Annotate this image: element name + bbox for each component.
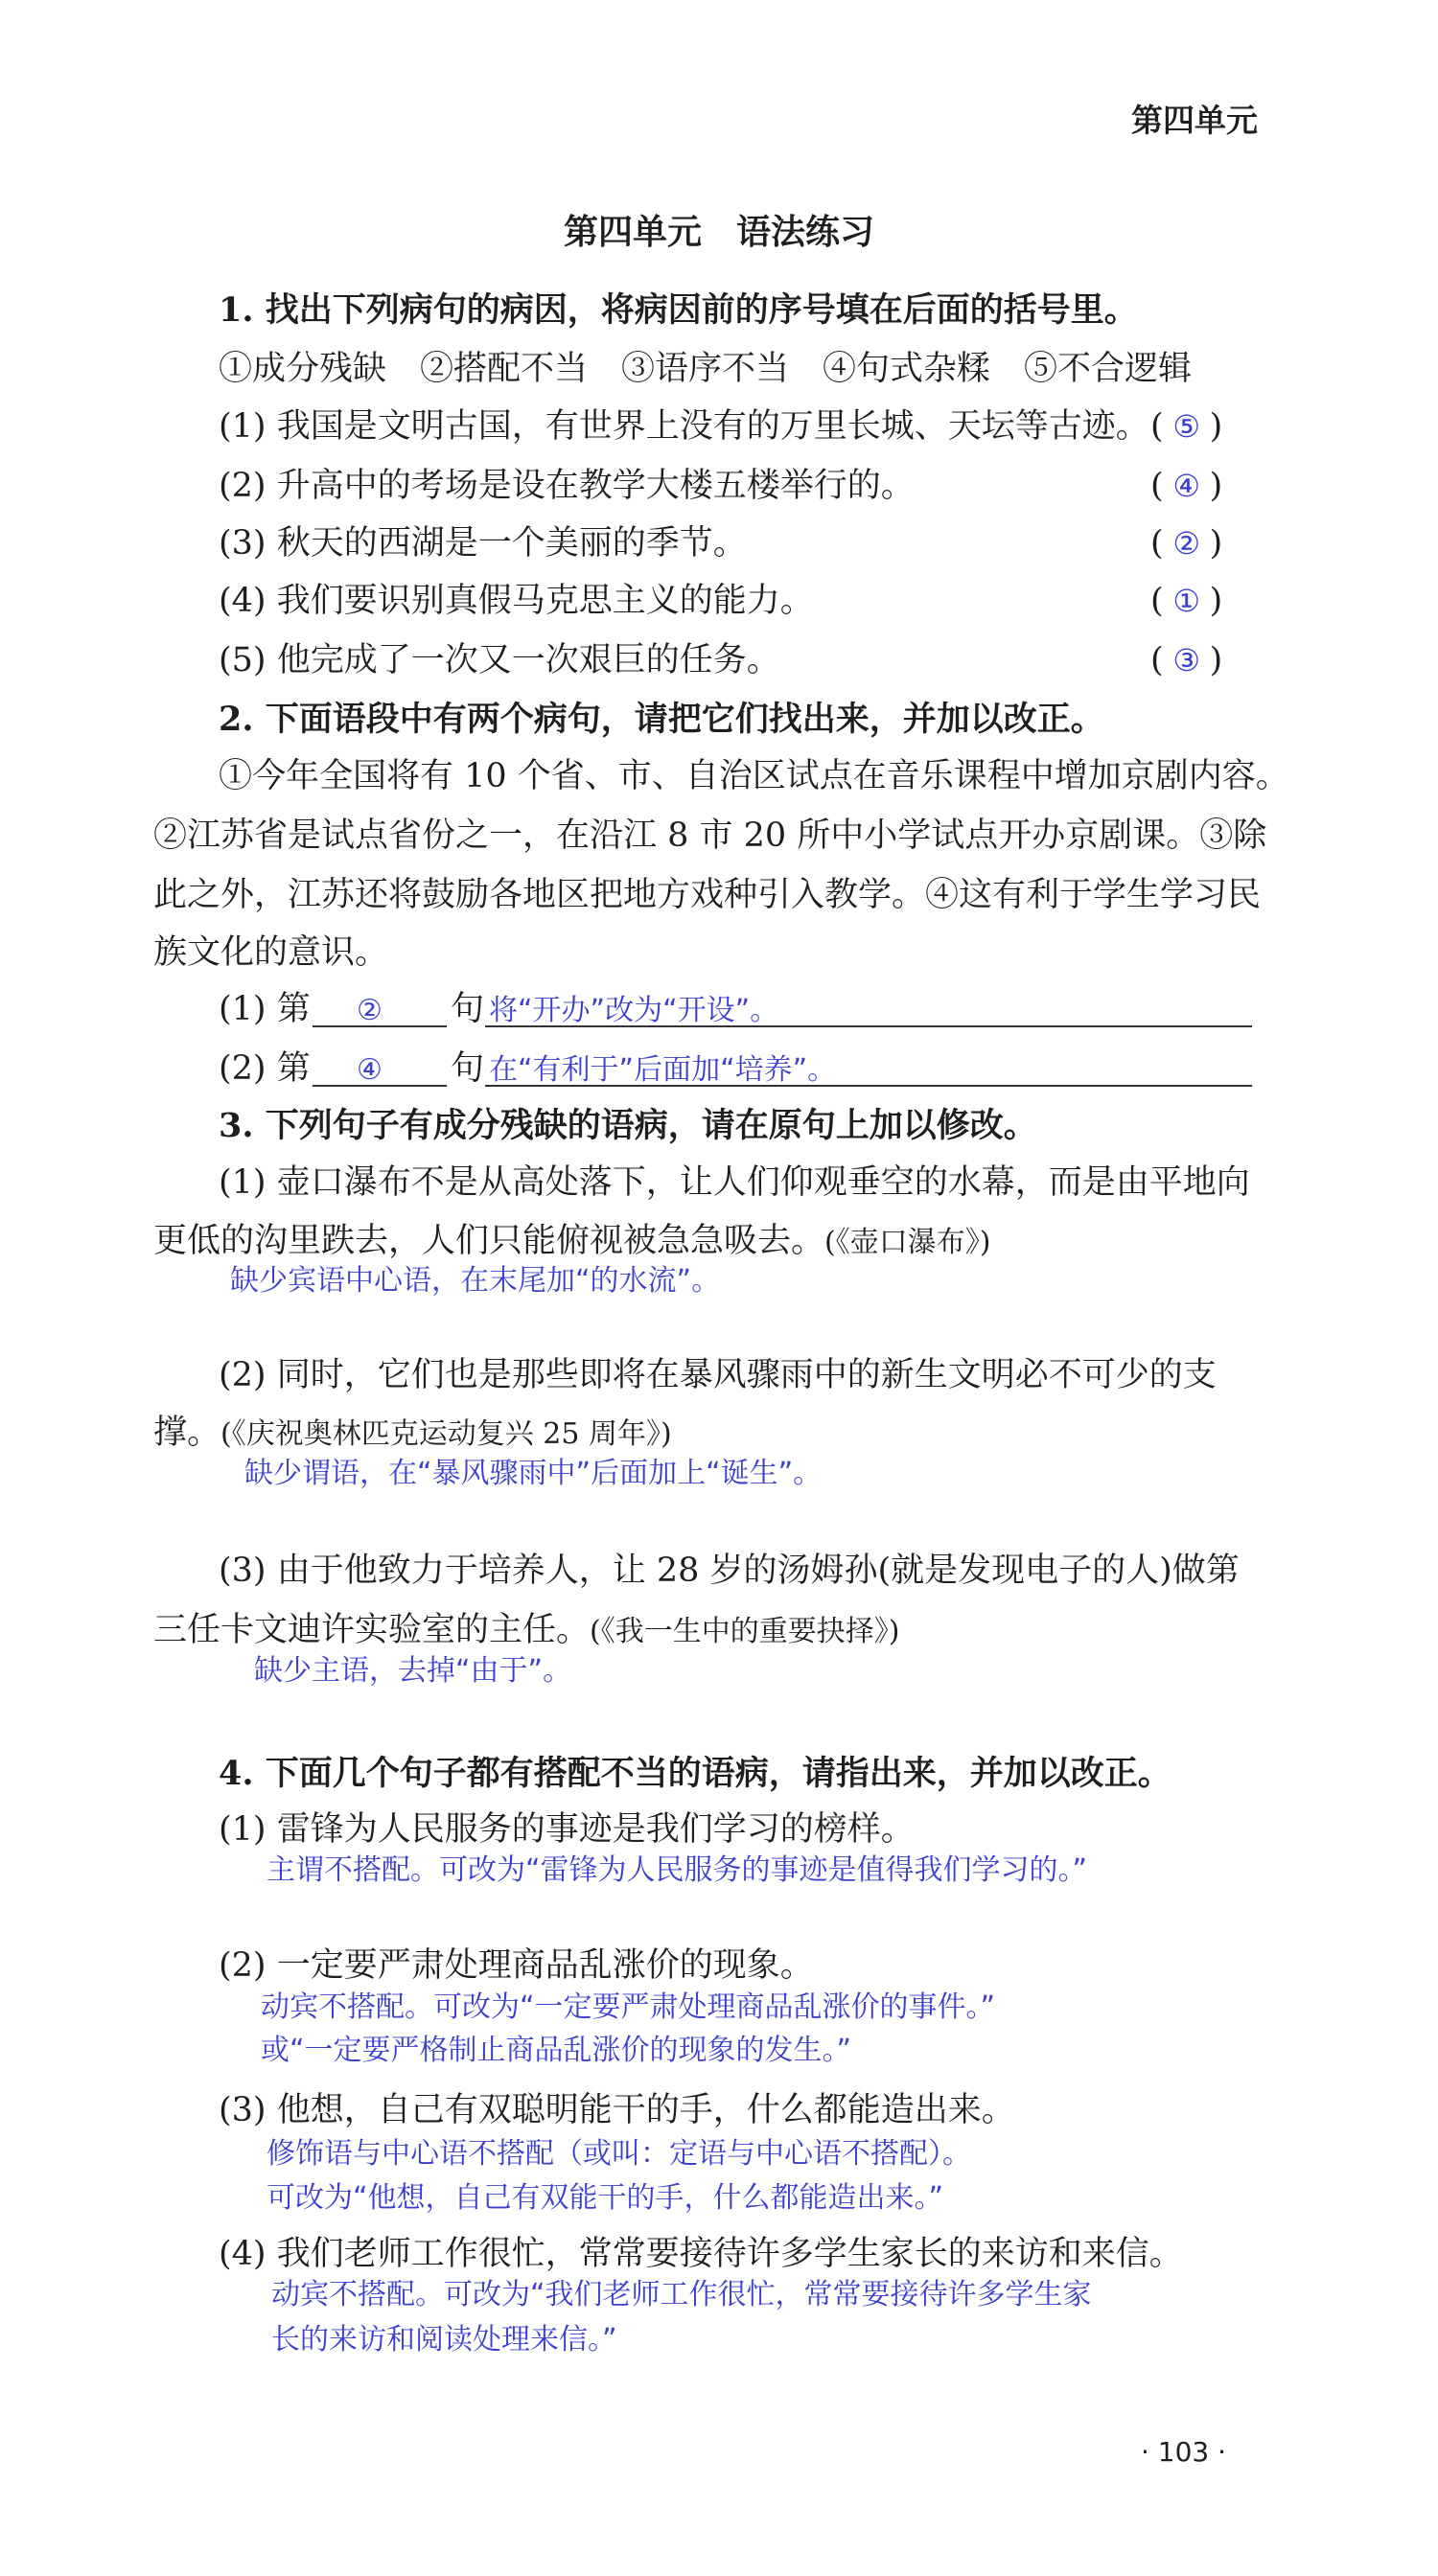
- q1-answer-paren-4: ( ① ): [1150, 582, 1223, 620]
- q4-item-3: (3) 他想，自己有双聪明能干的手，什么都能造出来。: [219, 2091, 1015, 2129]
- q2-fix-2: 在“有利于”后面加“培养”。: [489, 1053, 837, 1087]
- q1-answer-paren-2: ( ④ ): [1150, 467, 1223, 505]
- q1-answer-paren-5: ( ③ ): [1150, 641, 1223, 679]
- q3-answer-3: 缺少主语，去掉“由于”。: [254, 1654, 572, 1688]
- q1-answer-5: ③: [1172, 642, 1200, 678]
- q2-answer-mid-1: 句: [451, 990, 485, 1028]
- q3-item-1-line1: (1) 壶口瀑布不是从高处落下，让人们仰观垂空的水幕，而是由平地向: [219, 1163, 1250, 1202]
- q2-para-line-3: 此之外，江苏还将鼓励各地区把地方戏种引入教学。④这有利于学生学习民: [153, 876, 1262, 914]
- q2-para-line-2: ②江苏省是试点省份之一，在沿江 8 市 20 所中小学试点开办京剧课。③除: [153, 816, 1267, 855]
- q1-stem: 1. 找出下列病句的病因，将病因前的序号填在后面的括号里。: [219, 290, 1138, 330]
- q1-item-2: (2) 升高中的考场是设在教学大楼五楼举行的。: [219, 467, 915, 505]
- q3-item-2-line2: 撑。(《庆祝奥林匹克运动复兴 25 周年》): [153, 1414, 672, 1452]
- q4-item-1: (1) 雷锋为人民服务的事迹是我们学习的榜样。: [219, 1810, 915, 1849]
- q1-answer-paren-1: ( ⑤ ): [1150, 407, 1223, 446]
- q4-answer-4-line-2: 长的来访和阅读处理来信。”: [271, 2323, 617, 2357]
- q1-answer-2: ④: [1172, 468, 1200, 504]
- q3-answer-1: 缺少宾语中心语，在末尾加“的水流”。: [230, 1264, 721, 1298]
- q3-item-2-line1: (2) 同时，它们也是那些即将在暴风骤雨中的新生文明必不可少的支: [219, 1356, 1217, 1394]
- q1-answer-paren-3: ( ② ): [1150, 524, 1223, 563]
- q3-item-3-line2: 三任卡文迪许实验室的主任。(《我一生中的重要抉择》): [153, 1611, 900, 1649]
- q4-answer-3-line-2: 可改为“他想，自己有双能干的手，什么都能造出来。”: [267, 2181, 944, 2215]
- q1-answer-3: ②: [1172, 525, 1200, 562]
- q3-stem: 3. 下列句子有成分残缺的语病，请在原句上加以修改。: [219, 1106, 1037, 1145]
- q2-para-line-1: ①今年全国将有 10 个省、市、自治区试点在音乐课程中增加京剧内容。: [219, 757, 1289, 795]
- q4-answer-3-line-1: 修饰语与中心语不搭配（或叫：定语与中心语不搭配）。: [267, 2137, 971, 2171]
- q3-item-1-line2: 更低的沟里跌去，人们只能俯视被急急吸去。(《壶口瀑布》): [153, 1222, 991, 1260]
- q2-answer-num-1: ②: [357, 994, 383, 1027]
- q4-answer-2-line-1: 动宾不搭配。可改为“一定要严肃处理商品乱涨价的事件。”: [261, 1990, 996, 2024]
- q2-stem: 2. 下面语段中有两个病句，请把它们找出来，并加以改正。: [219, 700, 1104, 739]
- q4-answer-1-line-1: 主谓不搭配。可改为“雷锋为人民服务的事迹是值得我们学习的。”: [267, 1853, 1088, 1887]
- q4-item-2: (2) 一定要严肃处理商品乱涨价的现象。: [219, 1946, 814, 1985]
- q2-answer-prefix-2: (2) 第: [219, 1049, 311, 1088]
- q3-item-3-line1: (3) 由于他致力于培养人，让 28 岁的汤姆孙(就是发现电子的人)做第: [219, 1552, 1240, 1590]
- unit-header: 第四单元: [1131, 102, 1258, 139]
- q1-item-4: (4) 我们要识别真假马克思主义的能力。: [219, 582, 814, 620]
- q3-item-1-cite: (《壶口瀑布》): [824, 1226, 991, 1259]
- q4-stem: 4. 下面几个句子都有搭配不当的语病，请指出来，并加以改正。: [219, 1754, 1171, 1793]
- q3-item-2-cite: (《庆祝奥林匹克运动复兴 25 周年》): [220, 1417, 672, 1451]
- q1-item-3: (3) 秋天的西湖是一个美丽的季节。: [219, 524, 747, 563]
- q1-answer-4: ①: [1172, 583, 1200, 619]
- q2-answer-prefix-1: (1) 第: [219, 990, 311, 1028]
- q4-answer-2-line-2: 或“一定要严格制止商品乱涨价的现象的发生。”: [261, 2034, 852, 2067]
- page-number: · 103 ·: [1141, 2436, 1227, 2468]
- q2-answer-mid-2: 句: [451, 1049, 485, 1088]
- q3-answer-2: 缺少谓语，在“暴风骤雨中”后面加上“诞生”。: [244, 1457, 823, 1490]
- q1-item-5: (5) 他完成了一次又一次艰巨的任务。: [219, 641, 780, 679]
- page-title: 第四单元 语法练习: [563, 213, 874, 252]
- q1-options: ①成分残缺 ②搭配不当 ③语序不当 ④句式杂糅 ⑤不合逻辑: [219, 350, 1193, 388]
- q2-answer-num-2: ④: [357, 1053, 383, 1087]
- q3-item-3-cite: (《我一生中的重要抉择》): [590, 1615, 900, 1648]
- q1-answer-1: ⑤: [1172, 408, 1200, 445]
- q2-fix-1: 将“开办”改为“开设”。: [489, 994, 779, 1027]
- q4-answer-4-line-1: 动宾不搭配。可改为“我们老师工作很忙，常常要接待许多学生家: [271, 2278, 1092, 2312]
- q1-item-1: (1) 我国是文明古国，有世界上没有的万里长城、天坛等古迹。: [219, 407, 1149, 446]
- q2-para-line-4: 族文化的意识。: [153, 933, 389, 972]
- q4-item-4: (4) 我们老师工作很忙，常常要接待许多学生家长的来访和来信。: [219, 2235, 1183, 2273]
